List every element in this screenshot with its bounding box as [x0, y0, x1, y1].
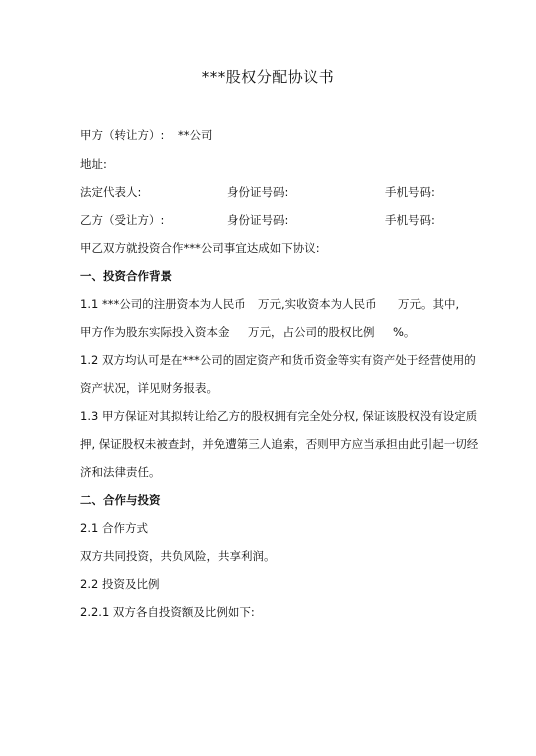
section2-heading: 二、合作与投资 [80, 493, 161, 507]
legal-rep-label: 法定代表人: [80, 185, 142, 199]
clause-1-3-line3: 济和法律责任。 [80, 465, 161, 479]
clause-1-3-line1: 1.3 甲方保证对其拟转让给乙方的股权拥有完全处分权, 保证该股权没有设定质 [80, 409, 478, 423]
clause-2-1-text: 双方共同投资，共负风险，共享利润。 [80, 549, 276, 563]
party-b-label: 乙方（受让方）: [80, 213, 165, 227]
clause-2-2-1-text: 2.2.1 双方各自投资额及比例如下: [80, 605, 255, 619]
party-b-phone-label: 手机号码: [385, 213, 435, 227]
address-label: 地址: [80, 157, 107, 171]
clause-1-1-line2-part-c: %。 [393, 325, 416, 339]
intro-text: 甲乙双方就投资合作***公司事宜达成如下协议: [80, 241, 320, 255]
section1-heading: 一、投资合作背景 [80, 269, 172, 283]
party-b-id-label: 身份证号码: [227, 213, 289, 227]
legal-rep-phone-label: 手机号码: [385, 185, 435, 199]
clause-1-1-line2-part-a: 甲方作为股东实际投入资本金 [80, 325, 230, 339]
clause-1-2-line1: 1.2 双方均认可是在***公司的固定资产和货币资金等实有资产处于经营使用的 [80, 353, 476, 367]
party-a-line [80, 127, 164, 143]
legal-rep-id-label: 身份证号码: [227, 185, 289, 199]
clause-2-2-heading: 2.2 投资及比例 [80, 577, 160, 591]
clause-1-1-part-a: 1.1 ***公司的注册资本为人民币 [80, 297, 246, 311]
clause-1-1-line2-part-b: 万元，占公司的股权比例 [248, 325, 375, 339]
party-a-value: **公司 [178, 128, 213, 142]
clause-1-3-line2: 押, 保证股权未被查封，并免遭第三人追索，否则甲方应当承担由此引起一切经 [80, 437, 479, 451]
clause-1-1-part-c: 万元。其中, [398, 297, 460, 311]
clause-1-2-line2: 资产状况，详见财务报表。 [80, 381, 218, 395]
clause-2-1-heading: 2.1 合作方式 [80, 521, 148, 535]
clause-1-1-part-b: 万元,实收资本为人民币 [258, 297, 377, 311]
party-a-label: 甲方（转让方）: [80, 128, 165, 142]
document-title: ***股权分配协议书 [201, 68, 335, 86]
